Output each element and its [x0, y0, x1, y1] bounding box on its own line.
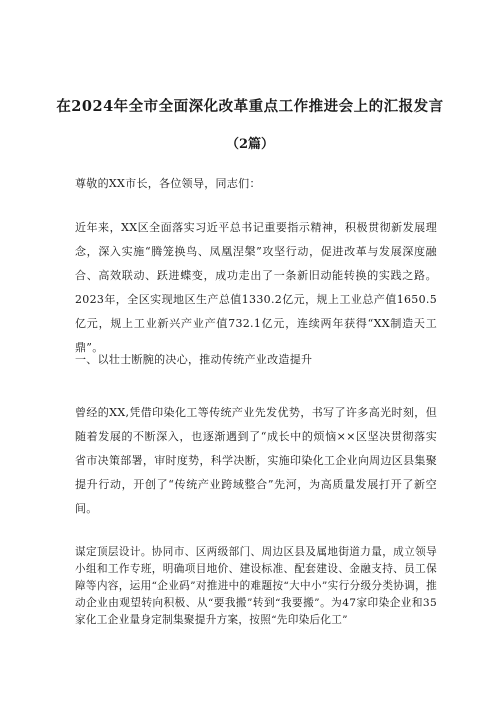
document-title: 在2024年全市全面深化改革重点工作推进会上的汇报发言 [56, 98, 444, 115]
section-heading-1: 一、以壮士断腕的决心，推动传统产业改造提升 [75, 353, 313, 366]
paragraph-top-level-design: 谋定顶层设计。协同市、区两级部门、周边区县及属地街道力量，成立领导小组和工作专班，明确项目地价、建设标准、配套建设、金融支持、员工保障等内容，运用“企业码”对推进中的难题按“大中小”实行分级分类协调，推动企业由观望转向积极、从“要我搬”转到“我要搬”。为47家印染企业和35家化工企业量身定制集聚提升方案，按照“先印染后化工” [75, 546, 437, 626]
salutation: 尊敬的XX市长，各位领导，同志们： [75, 177, 261, 190]
document-subtitle: （2篇） [225, 137, 275, 152]
paragraph-background: 曾经的XX,凭借印染化工等传统产业先发优势，书写了许多高光时刻，但随着发展的不断深入，也逐渐遇到了“成长中的烦恼××区坚决贯彻落实省市决策部署，审时度势，科学决断，实施印染化工企业向周边区县集聚提升行动，开创了“传统产业跨域整合”先河，为高质量发展打开了新空间。 [75, 406, 437, 515]
paragraph-intro: 近年来，XX区全面落实习近平总书记重要指示精神，积极贯彻新发展理念，深入实施“腾笼换鸟、凤凰涅槃”攻坚行动，促进改革与发展深度融合、高效联动、跃进蝶变，成功走出了一条新旧动能转换的实践之路。2023年，全区实现地区生产总值1330.2亿元，规上工业总产值1650.5亿元，规上工业新兴产业产值732.1亿元，连续两年获得“XX制造天工鼎”。 [75, 221, 437, 354]
